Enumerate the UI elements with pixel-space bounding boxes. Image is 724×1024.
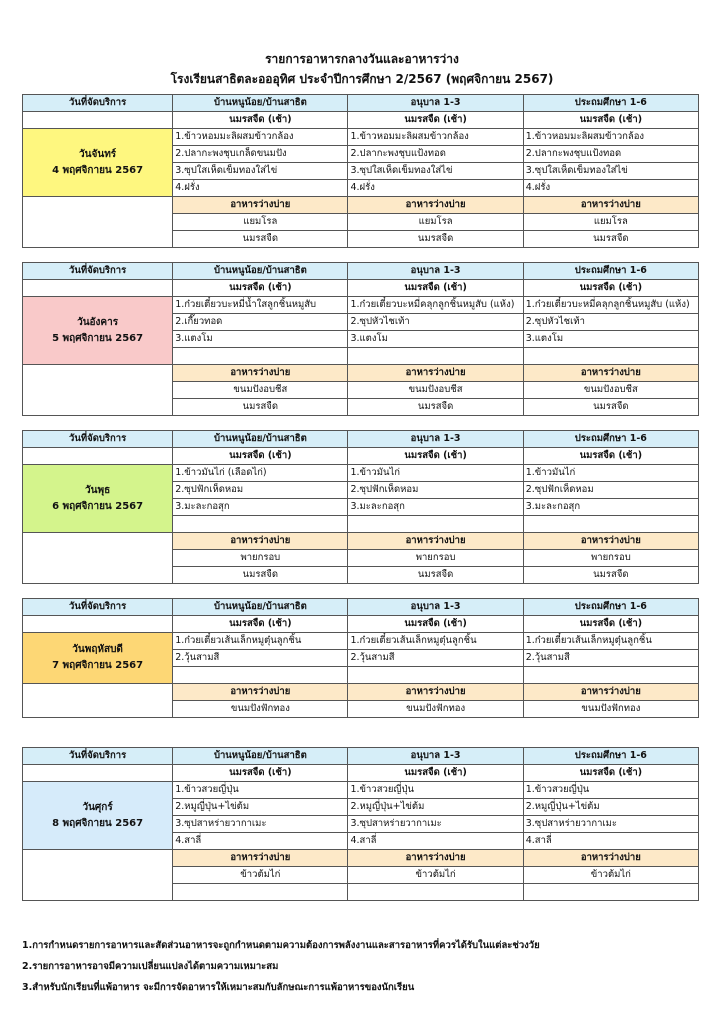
lunch-item: 1.ก๋วยเตี๋ยวเส้นเล็กหมูตุ๋นลูกชิ้น — [348, 633, 523, 650]
column-header: อนุบาล 1-3 — [348, 431, 523, 448]
lunch-item — [523, 667, 698, 684]
lunch-item: 1.ข้าวมันไก่ — [348, 465, 523, 482]
milk-morning-label: นมรสจืด (เช้า) — [348, 448, 523, 465]
milk-morning-label: นมรสจืด (เช้า) — [523, 448, 698, 465]
afternoon-snack-label: อาหารว่างบ่าย — [173, 850, 348, 867]
lunch-item: 3.ซุปใสเห็ดเข็มทองใส่ไข่ — [173, 163, 348, 180]
column-header: ประถมศึกษา 1-6 — [523, 95, 698, 112]
snack-item: แยมโรล — [523, 214, 698, 231]
lunch-item: 4.ฝรั่ง — [173, 180, 348, 197]
milk-item: นมรสจืด — [523, 567, 698, 584]
snack-item: ขนมปังฟักทอง — [523, 701, 698, 718]
day-menu-table — [22, 262, 699, 416]
milk-item: นมรสจืด — [348, 231, 523, 248]
lunch-item: 1.ข้าวมันไก่ (เลือดไก่) — [173, 465, 348, 482]
snack-item: พายกรอบ — [523, 550, 698, 567]
lunch-item: 4.สาลี่ — [348, 833, 523, 850]
page-subtitle: โรงเรียนสาธิตละอออุทิศ ประจำปีการศึกษา 2/2567 (พฤศจิกายน 2567) — [170, 72, 554, 86]
day-menu-table — [22, 94, 699, 248]
lunch-item: 3.ซุปสาหร่ายวากาเมะ — [348, 816, 523, 833]
snack-item: ขนมปังอบชีส — [173, 382, 348, 399]
lunch-item: 1.ข้าวมันไก่ — [523, 465, 698, 482]
footnote: 1.การกำหนดรายการอาหารและสัดส่วนอาหารจะถูกกำหนดตามความต้องการพลังงานและสารอาหารที่ควรได้รับในแต่ละช่วงวัย — [22, 940, 540, 951]
day-label — [23, 297, 173, 365]
afternoon-snack-label: อาหารว่างบ่าย — [348, 533, 523, 550]
page-title: รายการอาหารกลางวันและอาหารว่าง — [265, 52, 459, 66]
lunch-item: 3.มะละกอสุก — [523, 499, 698, 516]
lunch-item: 2.ปลากะพงชุบเกล็ดขนมปัง — [173, 146, 348, 163]
column-header: ประถมศึกษา 1-6 — [523, 431, 698, 448]
lunch-item: 3.ซุปสาหร่ายวากาเมะ — [523, 816, 698, 833]
lunch-item: 1.ก๋วยเตี๋ยวบะหมี่คลุกลูกชิ้นหมูสับ (แห้ง) — [348, 297, 523, 314]
service-day-header: วันที่จัดบริการ — [23, 263, 173, 280]
column-header: ประถมศึกษา 1-6 — [523, 263, 698, 280]
lunch-item: 2.วุ้นสามสี — [348, 650, 523, 667]
lunch-item: 2.วุ้นสามสี — [173, 650, 348, 667]
lunch-item: 1.ข้าวสวยญี่ปุ่น — [348, 782, 523, 799]
day-name: วันพฤหัสบดี — [72, 644, 123, 655]
lunch-item: 1.ข้าวสวยญี่ปุ่น — [173, 782, 348, 799]
lunch-item: 3.ซุปสาหร่ายวากาเมะ — [173, 816, 348, 833]
lunch-item: 2.หมูญี่ปุ่น+ไข่ต้ม — [173, 799, 348, 816]
footnote: 3.สำหรับนักเรียนที่แพ้อาหาร จะมีการจัดอาหารให้เหมาะสมกับลักษณะการแพ้อาหารของนักเรียน — [22, 982, 415, 993]
milk-item: นมรสจืด — [523, 399, 698, 416]
lunch-item — [523, 348, 698, 365]
lunch-item: 2.หมูญี่ปุ่น+ไข่ต้ม — [523, 799, 698, 816]
footnotes — [22, 938, 540, 1001]
day-cell-blank — [23, 365, 173, 416]
day-menu-table — [22, 430, 699, 584]
day-cell-blank — [23, 684, 173, 718]
lunch-item: 1.ข้าวหอมมะลิผสมข้าวกล้อง — [348, 129, 523, 146]
afternoon-snack-label: อาหารว่างบ่าย — [523, 533, 698, 550]
milk-morning-label: นมรสจืด (เช้า) — [348, 280, 523, 297]
afternoon-snack-label: อาหารว่างบ่าย — [523, 365, 698, 382]
milk-morning-label: นมรสจืด (เช้า) — [173, 280, 348, 297]
snack-item: แยมโรล — [348, 214, 523, 231]
snack-item: ขนมปังฟักทอง — [173, 701, 348, 718]
lunch-item: 1.ข้าวหอมมะลิผสมข้าวกล้อง — [173, 129, 348, 146]
lunch-item: 1.ข้าวหอมมะลิผสมข้าวกล้อง — [523, 129, 698, 146]
milk-morning-label: นมรสจืด (เช้า) — [523, 280, 698, 297]
lunch-item — [348, 516, 523, 533]
lunch-item — [523, 516, 698, 533]
lunch-item: 1.ก๋วยเตี๋ยวเส้นเล็กหมูตุ๋นลูกชิ้น — [173, 633, 348, 650]
service-day-header: วันที่จัดบริการ — [23, 748, 173, 765]
milk-morning-label: นมรสจืด (เช้า) — [173, 765, 348, 782]
afternoon-snack-label: อาหารว่างบ่าย — [173, 197, 348, 214]
day-cell-blank — [23, 850, 173, 901]
day-label — [23, 633, 173, 684]
lunch-item: 4.สาลี่ — [173, 833, 348, 850]
column-header: อนุบาล 1-3 — [348, 263, 523, 280]
column-header: บ้านหนูน้อย/บ้านสาธิต — [173, 748, 348, 765]
day-cell-blank — [23, 765, 173, 782]
day-cell-blank — [23, 112, 173, 129]
day-cell-blank — [23, 280, 173, 297]
lunch-item: 4.ฝรั่ง — [523, 180, 698, 197]
lunch-item: 3.แตงโม — [348, 331, 523, 348]
milk-morning-label: นมรสจืด (เช้า) — [523, 112, 698, 129]
snack-item: ข้าวต้มไก่ — [173, 867, 348, 884]
lunch-item: 1.ก๋วยเตี๋ยวเส้นเล็กหมูตุ๋นลูกชิ้น — [523, 633, 698, 650]
milk-morning-label: นมรสจืด (เช้า) — [523, 616, 698, 633]
lunch-item: 2.เกี๊ยวทอด — [173, 314, 348, 331]
column-header: อนุบาล 1-3 — [348, 599, 523, 616]
milk-item — [173, 884, 348, 901]
lunch-item: 4.ฝรั่ง — [348, 180, 523, 197]
milk-item: นมรสจืด — [173, 399, 348, 416]
lunch-item: 2.ซุปฟักเห็ดหอม — [173, 482, 348, 499]
milk-morning-label: นมรสจืด (เช้า) — [348, 765, 523, 782]
lunch-item: 1.ก๋วยเตี๋ยวบะหมี่คลุกลูกชิ้นหมูสับ (แห้ง) — [523, 297, 698, 314]
milk-morning-label: นมรสจืด (เช้า) — [173, 616, 348, 633]
lunch-item — [348, 667, 523, 684]
column-header: ประถมศึกษา 1-6 — [523, 748, 698, 765]
day-label — [23, 782, 173, 850]
milk-item: นมรสจืด — [173, 567, 348, 584]
day-date: 6 พฤศจิกายน 2567 — [52, 500, 144, 512]
day-name: วันศุกร์ — [82, 801, 113, 813]
day-date: 4 พฤศจิกายน 2567 — [52, 164, 144, 176]
snack-item: พายกรอบ — [348, 550, 523, 567]
lunch-item — [348, 348, 523, 365]
column-header: บ้านหนูน้อย/บ้านสาธิต — [173, 599, 348, 616]
lunch-item: 2.ซุปฟักเห็ดหอม — [348, 482, 523, 499]
milk-item: นมรสจืด — [173, 231, 348, 248]
milk-item — [523, 884, 698, 901]
day-name: วันจันทร์ — [79, 148, 117, 160]
lunch-item: 2.ซุปหัวไชเท้า — [348, 314, 523, 331]
column-header: อนุบาล 1-3 — [348, 95, 523, 112]
lunch-item — [173, 516, 348, 533]
afternoon-snack-label: อาหารว่างบ่าย — [173, 365, 348, 382]
lunch-item: 2.ปลากะพงชุบแป้งทอด — [523, 146, 698, 163]
snack-item: พายกรอบ — [173, 550, 348, 567]
service-day-header: วันที่จัดบริการ — [23, 431, 173, 448]
day-label — [23, 465, 173, 533]
day-cell-blank — [23, 616, 173, 633]
milk-morning-label: นมรสจืด (เช้า) — [523, 765, 698, 782]
column-header: อนุบาล 1-3 — [348, 748, 523, 765]
snack-item: ขนมปังอบชีส — [523, 382, 698, 399]
day-date: 5 พฤศจิกายน 2567 — [52, 332, 144, 344]
lunch-item: 1.ก๋วยเตี๋ยวบะหมี่น้ำใสลูกชิ้นหมูสับ — [173, 297, 348, 314]
day-date: 7 พฤศจิกายน 2567 — [52, 660, 144, 671]
afternoon-snack-label: อาหารว่างบ่าย — [348, 850, 523, 867]
lunch-item: 2.ปลากะพงชุบแป้งทอด — [348, 146, 523, 163]
column-header: บ้านหนูน้อย/บ้านสาธิต — [173, 263, 348, 280]
afternoon-snack-label: อาหารว่างบ่าย — [523, 197, 698, 214]
day-cell-blank — [23, 533, 173, 584]
afternoon-snack-label: อาหารว่างบ่าย — [173, 684, 348, 701]
milk-item: นมรสจืด — [348, 567, 523, 584]
snack-item: ข้าวต้มไก่ — [348, 867, 523, 884]
day-name: วันอังคาร — [77, 316, 119, 328]
afternoon-snack-label: อาหารว่างบ่าย — [523, 684, 698, 701]
snack-item: ขนมปังฟักทอง — [348, 701, 523, 718]
lunch-item: 3.มะละกอสุก — [348, 499, 523, 516]
afternoon-snack-label: อาหารว่างบ่าย — [348, 684, 523, 701]
snack-item: ขนมปังอบชีส — [348, 382, 523, 399]
afternoon-snack-label: อาหารว่างบ่าย — [348, 197, 523, 214]
milk-morning-label: นมรสจืด (เช้า) — [348, 616, 523, 633]
snack-item: ข้าวต้มไก่ — [523, 867, 698, 884]
service-day-header: วันที่จัดบริการ — [23, 599, 173, 616]
milk-morning-label: นมรสจืด (เช้า) — [173, 112, 348, 129]
day-date: 8 พฤศจิกายน 2567 — [52, 817, 144, 829]
lunch-item: 4.สาลี่ — [523, 833, 698, 850]
column-header: บ้านหนูน้อย/บ้านสาธิต — [173, 431, 348, 448]
afternoon-snack-label: อาหารว่างบ่าย — [348, 365, 523, 382]
lunch-item: 2.หมูญี่ปุ่น+ไข่ต้ม — [348, 799, 523, 816]
lunch-item: 3.ซุปใสเห็ดเข็มทองใส่ไข่ — [348, 163, 523, 180]
milk-morning-label: นมรสจืด (เช้า) — [173, 448, 348, 465]
column-header: ประถมศึกษา 1-6 — [523, 599, 698, 616]
service-day-header: วันที่จัดบริการ — [23, 95, 173, 112]
lunch-item: 3.แตงโม — [173, 331, 348, 348]
lunch-item: 2.วุ้นสามสี — [523, 650, 698, 667]
snack-item: แยมโรล — [173, 214, 348, 231]
day-name: วันพุธ — [85, 484, 111, 496]
lunch-item: 3.แตงโม — [523, 331, 698, 348]
day-cell-blank — [23, 197, 173, 248]
lunch-item — [173, 348, 348, 365]
day-cell-blank — [23, 448, 173, 465]
lunch-item: 2.ซุปหัวไชเท้า — [523, 314, 698, 331]
day-menu-table — [22, 747, 699, 901]
lunch-item: 2.ซุปฟักเห็ดหอม — [523, 482, 698, 499]
lunch-item — [173, 667, 348, 684]
milk-item: นมรสจืด — [523, 231, 698, 248]
day-menu-table — [22, 598, 699, 718]
lunch-item: 3.มะละกอสุก — [173, 499, 348, 516]
lunch-item: 3.ซุปใสเห็ดเข็มทองใส่ไข่ — [523, 163, 698, 180]
day-label — [23, 129, 173, 197]
lunch-item: 1.ข้าวสวยญี่ปุ่น — [523, 782, 698, 799]
footnote: 2.รายการอาหารอาจมีความเปลี่ยนแปลงได้ตามความเหมาะสม — [22, 961, 279, 972]
afternoon-snack-label: อาหารว่างบ่าย — [523, 850, 698, 867]
milk-morning-label: นมรสจืด (เช้า) — [348, 112, 523, 129]
milk-item — [348, 884, 523, 901]
afternoon-snack-label: อาหารว่างบ่าย — [173, 533, 348, 550]
milk-item: นมรสจืด — [348, 399, 523, 416]
column-header: บ้านหนูน้อย/บ้านสาธิต — [173, 95, 348, 112]
